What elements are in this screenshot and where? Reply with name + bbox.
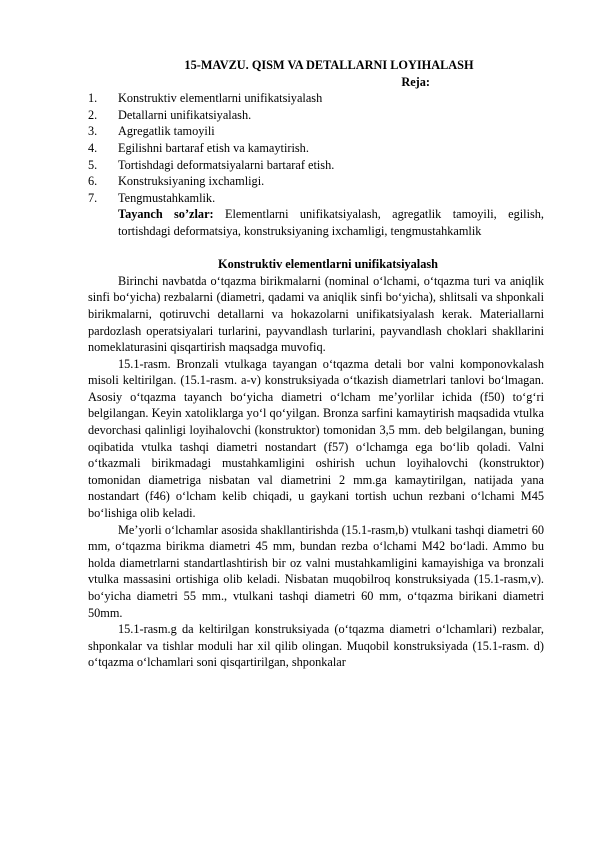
keywords-text: Elementlarni unifikatsiyalash, agregatlik tamoyili, egilish, tortishdagi deformatsiya, konstruksiyaning ixchamligi, tengmustahkamlik	[118, 207, 544, 238]
plan-item-number: 4.	[88, 140, 98, 155]
plan-item-number: 5.	[88, 157, 98, 172]
plan-item	[88, 90, 544, 107]
plan-item	[88, 190, 544, 207]
plan-heading: Reja:	[401, 74, 430, 89]
keywords-label: Tayanch so’zlar:	[118, 207, 214, 222]
plan-item-text: Agregatlik tamoyili	[118, 124, 215, 139]
plan-item-number: 3.	[88, 124, 98, 139]
plan-item-number: 7.	[88, 190, 98, 205]
plan-item	[88, 157, 544, 174]
plan-item-text: Konstruksiyaning ixchamligi.	[118, 174, 265, 189]
page-title: 15-MAVZU. QISM VA DETALLARNI LOYIHALASH	[184, 58, 474, 72]
plan-list	[88, 90, 544, 206]
plan-item-text: Detallarni unifikatsiyalash.	[118, 107, 252, 122]
plan-item-text: Tengmustahkamlik.	[118, 190, 216, 205]
body-paragraph: Me’yorli o‘lchamlar asosida shakllantirishda (15.1-rasm,b) vtulkani tashqi diametri 60 mm, o‘tqazma birikma diametri 45 mm, bundan rezba o‘lchami M42 bo‘ladi. Ammo bu holda diametrlarni standartlashtirish bir oz valni mustahkamligini kamayishiga va bronzali vtulka massasini ortishiga olib keladi. Nisbatan muqobilroq konstruksiyada (15.1-rasm,v). bo‘yicha diametri 55 mm., vtulkani tashqi diametri 60 mm, o‘tqazma birikani diametri 50mm.	[88, 522, 544, 620]
plan-item-number: 2.	[88, 107, 98, 122]
keywords-block	[88, 206, 544, 239]
plan-item-number: 1.	[88, 91, 98, 106]
body-paragraph: 15.1-rasm.g da keltirilgan konstruksiyada (o‘tqazma diametri o‘lchamlari) rezbalar, shponkalar va tishlar moduli har xil qilib olingan. Muqobil konstruksiyada (15.1-rasm. d) o‘tqazma o‘lchamlari soni qisqartirilgan, shponkalar	[88, 622, 544, 670]
plan-item	[88, 140, 544, 157]
plan-item-text: Egilishni bartaraf etish va kamaytirish.	[118, 140, 309, 155]
section-title: Konstruktiv elementlarni unifikatsiyalash	[218, 257, 438, 272]
plan-item-text: Tortishdagi deformatsiyalarni bartaraf etish.	[118, 157, 335, 172]
body-text	[88, 273, 544, 671]
plan-item	[88, 107, 544, 124]
plan-item-number: 6.	[88, 174, 98, 189]
body-paragraph: 15.1-rasm. Bronzali vtulkaga tayangan o‘tqazma detali bor valni komponovkalash misoli keltirilgan. (15.1-rasm. a-v) konstruksiyada o‘tkazish diametrlari tanlovi bo‘lmagan. Asosiy o‘tqazma tayanch bo‘yicha diametri o‘lcham me’yorlilar ichida (f50) to‘g‘ri belgilangan. Keyin xatoliklarga yo‘l qo‘yilgan. Bronza sarfini kamaytirish maqsadida vtulka devorchasi qalinligi loyihalovchi (konstruktor) tomonidan 3,5 mm. deb belgilangan, buning oqibatida vtulka tashqi diametri nostandart (f57) o‘lchamga ega bo‘lib qoladi. Valni o‘tkazmali birikmadagi mustahkamligini oshirish uchun loyihalovchi (konstruktor) tomonidan diametriga nisbatan val diametrini 2 mm.ga kamaytirilgan, natijada yana nostandart (f46) o‘lcham kelib chiqadi, u gaykani tortish uchun rezbani o‘lchami M45 bo‘lishiga olib keladi.	[88, 356, 544, 521]
body-paragraph: Birinchi navbatda o‘tqazma birikmalarni (nominal o‘lchami, o‘tqazma turi va aniqlik sinfi bo‘yicha) rezbalarni (diametri, qadami va aniqlik sinfi bo‘yicha), shlitsali va shponkali birikmalarni, qotiruvchi detallarni va hokazolarni unifikatsiyalash kerak. Materiallarni pardozlash operatsiyalari turlarini, payvandlash turlarini, payvandlash choklari shakllarini nomeklaturasini qisqartirish maqsadga muvofiq.	[88, 273, 544, 355]
plan-item-text: Konstruktiv elementlarni unifikatsiyalash	[118, 91, 323, 106]
plan-item	[88, 123, 544, 140]
plan-item	[88, 173, 544, 190]
